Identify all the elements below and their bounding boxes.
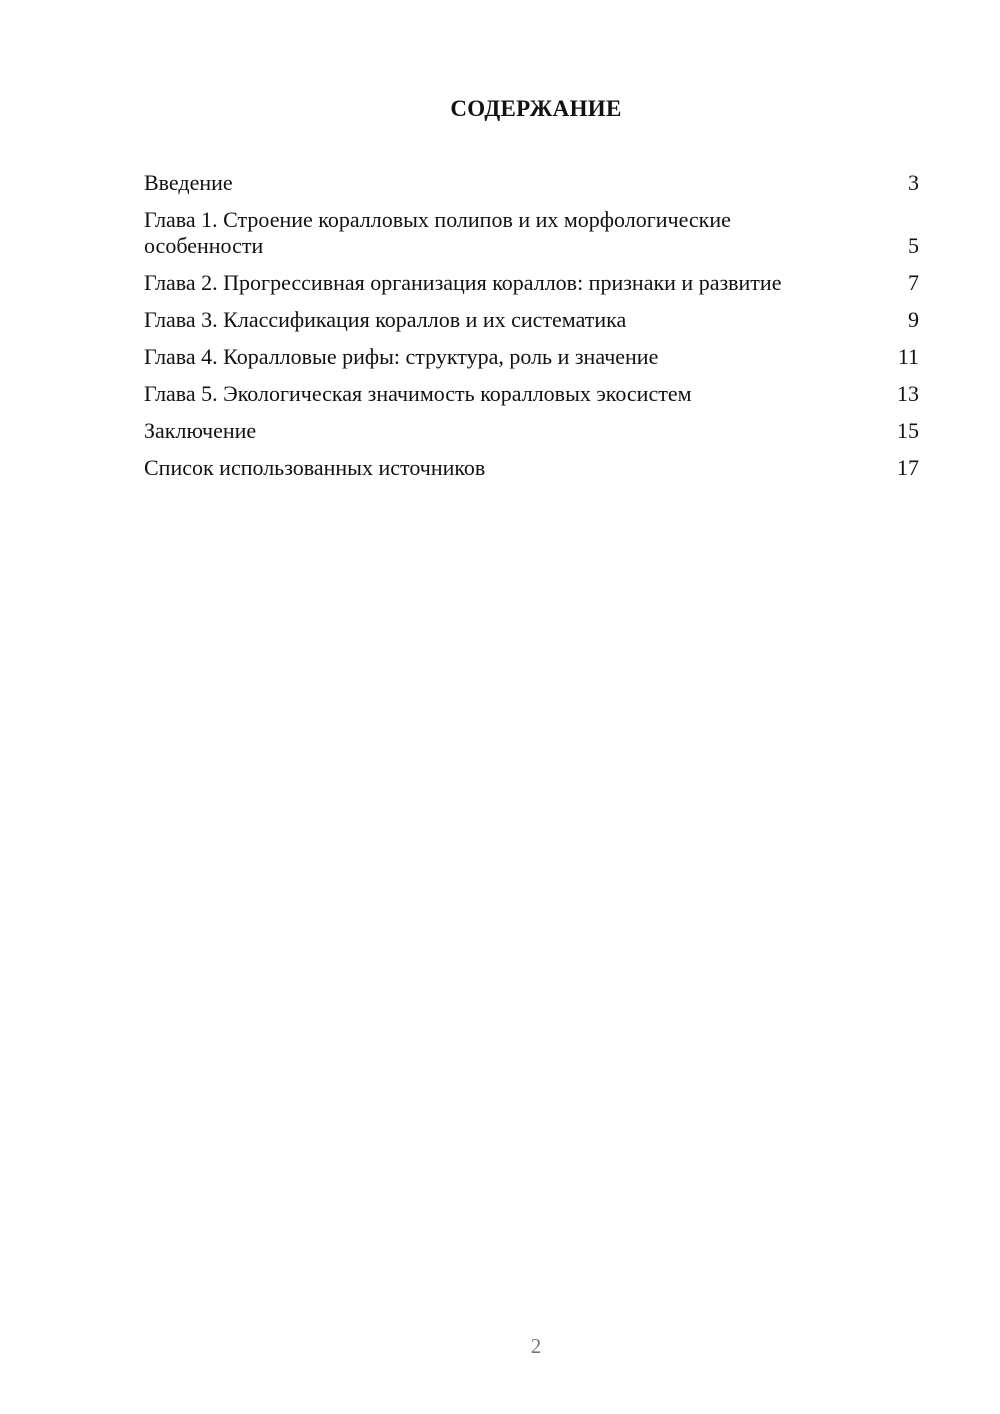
toc-entry-page: 5 — [908, 233, 919, 258]
toc-entry-text: Заключение — [144, 418, 257, 443]
toc-entry-text: Введение — [144, 170, 233, 195]
toc-entry-conclusion[interactable] — [144, 418, 919, 444]
toc-entry-text: Глава 2. Прогрессивная организация кораллов: признаки и развитие — [144, 270, 782, 295]
toc-entry-text: Глава 4. Коралловые рифы: структура, роль и значение — [144, 344, 659, 369]
toc-entry-chapter-2[interactable] — [144, 270, 919, 296]
toc-entry-references[interactable] — [144, 455, 919, 481]
toc-entry-text: Глава 5. Экологическая значимость коралловых экосистем — [144, 381, 692, 406]
toc-entry-introduction[interactable] — [144, 170, 919, 196]
page-number: 2 — [530, 1334, 542, 1358]
toc-entry-chapter-1[interactable] — [144, 207, 919, 259]
toc-entry-text: Глава 1. Строение коралловых полипов и их морфологические особенности — [144, 207, 731, 258]
toc-entry-text: Список использованных источников — [144, 455, 486, 480]
toc-entry-page: 3 — [908, 170, 919, 195]
toc-entry-page: 15 — [897, 418, 919, 443]
toc-entry-chapter-3[interactable] — [144, 307, 919, 333]
toc-heading: СОДЕРЖАНИЕ — [450, 96, 622, 121]
toc-entry-chapter-4[interactable] — [144, 344, 919, 370]
toc-entry-page: 17 — [897, 455, 919, 480]
toc-entry-page: 7 — [908, 270, 919, 295]
toc-entry-page: 11 — [897, 344, 919, 369]
table-of-contents — [144, 170, 919, 492]
toc-entry-page: 13 — [897, 381, 919, 406]
toc-entry-chapter-5[interactable] — [144, 381, 919, 407]
toc-entry-page: 9 — [908, 307, 919, 332]
toc-entry-text: Глава 3. Классификация кораллов и их систематика — [144, 307, 627, 332]
